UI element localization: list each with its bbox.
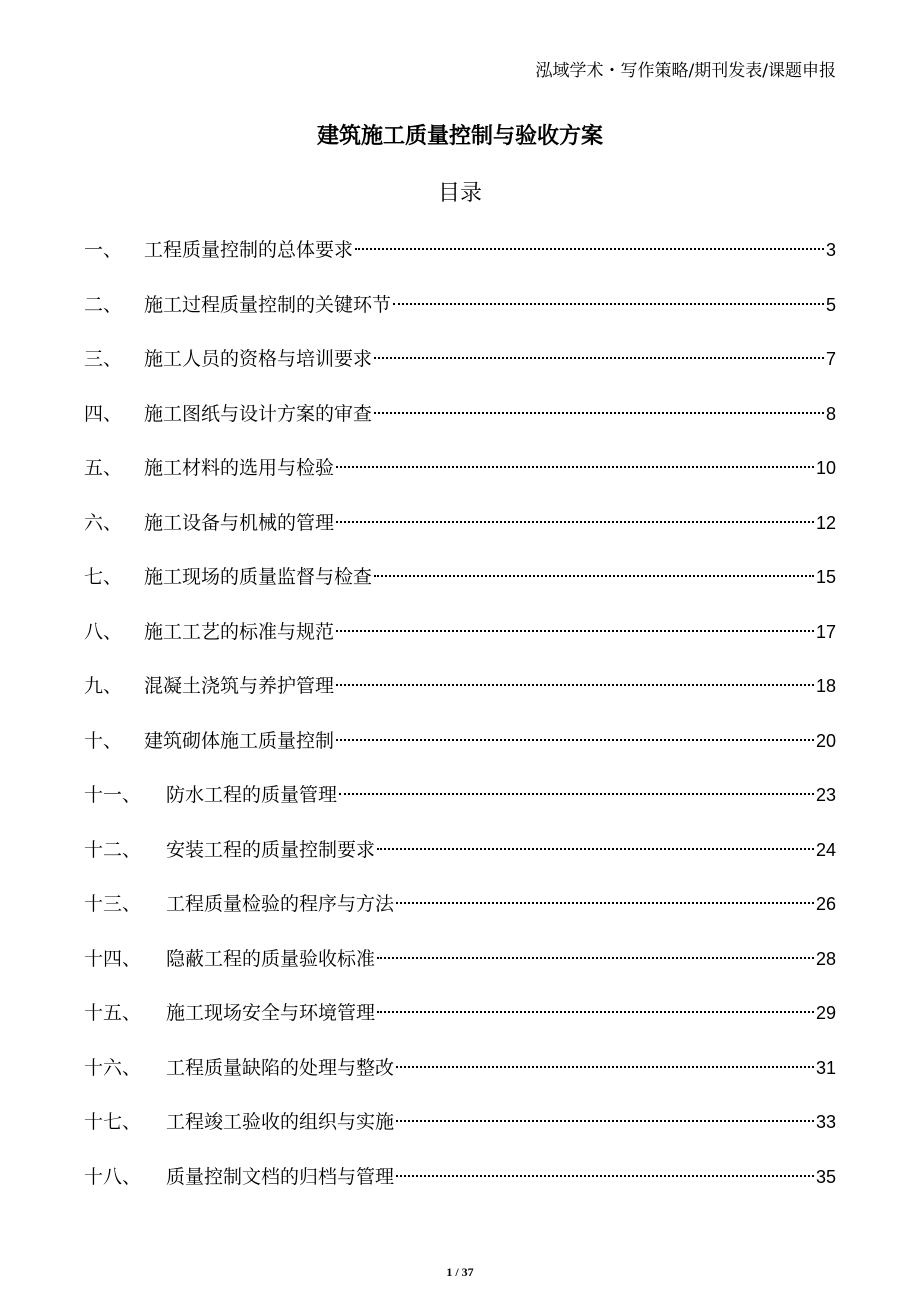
toc-dot-leader: [393, 303, 824, 305]
toc-entry-number: 三、: [84, 348, 123, 370]
toc-entry-page-number: 28: [815, 948, 836, 969]
toc-dot-leader: [396, 1120, 814, 1122]
toc-entry-title: 施工材料的选用与检验: [144, 457, 335, 479]
document-title: 建筑施工质量控制与验收方案: [316, 124, 603, 149]
toc-entry-number: 十六、: [84, 1056, 142, 1079]
toc-dot-leader: [336, 630, 814, 632]
toc-entry[interactable]: [84, 1108, 836, 1163]
toc-entry[interactable]: [84, 945, 836, 1000]
toc-entry-title: 工程质量缺陷的处理与整改: [166, 1056, 395, 1079]
toc-entry-number: 十七、: [84, 1111, 142, 1133]
toc-entry-number: 十八、: [84, 1165, 142, 1188]
toc-entry-page-number: 26: [815, 894, 836, 914]
toc-entry-page-number: 7: [825, 349, 836, 369]
toc-dot-leader: [377, 1011, 814, 1013]
toc-dot-leader: [336, 684, 814, 686]
toc-entry-page-number: 35: [815, 1166, 836, 1187]
toc-entry[interactable]: [84, 618, 836, 673]
toc-entry-title: 施工图纸与设计方案的审查: [144, 402, 373, 425]
toc-entry-page-number: 18: [815, 676, 836, 696]
toc-entry-page-number: 15: [815, 567, 836, 587]
toc-entry-title: 施工人员的资格与培训要求: [144, 348, 373, 370]
toc-dot-leader: [377, 848, 814, 850]
toc-dot-leader: [396, 902, 814, 904]
toc-entry[interactable]: [84, 509, 836, 564]
page-header: 泓域学术・写作策略/期刊发表/课题申报: [535, 61, 836, 81]
toc-entry[interactable]: [84, 836, 836, 891]
toc-dot-leader: [374, 357, 824, 359]
toc-entry-number: 四、: [84, 402, 123, 425]
toc-entry-title: 施工设备与机械的管理: [144, 511, 335, 534]
toc-entry[interactable]: [84, 672, 836, 727]
toc-entry-page-number: 12: [815, 512, 836, 533]
toc-heading: 目录: [437, 181, 482, 206]
toc-entry-number: 十四、: [84, 947, 142, 970]
toc-dot-leader: [374, 575, 814, 577]
toc-entry[interactable]: [84, 999, 836, 1054]
toc-entry-title: 施工现场安全与环境管理: [166, 1002, 376, 1024]
toc-dot-leader: [336, 521, 814, 523]
toc-entry-title: 隐蔽工程的质量验收标准: [166, 947, 376, 970]
table-of-contents: [84, 236, 836, 1217]
toc-entry-page-number: 29: [815, 1003, 836, 1023]
toc-entry-number: 九、: [84, 675, 123, 697]
toc-entry-number: 七、: [84, 566, 123, 588]
toc-dot-leader: [374, 412, 824, 414]
toc-entry-title: 工程竣工验收的组织与实施: [166, 1111, 395, 1133]
page-number-footer: 1 / 37: [446, 1265, 474, 1279]
toc-entry[interactable]: [84, 345, 836, 400]
toc-dot-leader: [355, 248, 824, 250]
toc-entry-page-number: 3: [825, 240, 836, 260]
toc-entry-page-number: 17: [815, 621, 836, 642]
toc-entry-page-number: 23: [815, 785, 836, 805]
toc-entry-number: 一、: [84, 239, 123, 261]
toc-entry-number: 八、: [84, 620, 123, 643]
toc-entry-title: 建筑砌体施工质量控制: [144, 729, 335, 752]
toc-entry-title: 施工现场的质量监督与检查: [144, 566, 373, 588]
toc-entry-number: 五、: [84, 457, 123, 479]
toc-dot-leader: [396, 1175, 814, 1177]
toc-entry[interactable]: [84, 291, 836, 346]
toc-dot-leader: [336, 466, 814, 468]
toc-entry-page-number: 20: [815, 730, 836, 751]
toc-entry[interactable]: [84, 890, 836, 945]
toc-dot-leader: [339, 793, 814, 795]
toc-entry-page-number: 31: [815, 1057, 836, 1078]
toc-entry-number: 二、: [84, 293, 123, 316]
toc-entry-number: 十三、: [84, 893, 142, 915]
toc-entry-title: 防水工程的质量管理: [166, 784, 338, 806]
toc-entry-page-number: 5: [825, 294, 836, 315]
toc-entry-number: 十二、: [84, 838, 142, 861]
toc-entry-title: 工程质量控制的总体要求: [144, 239, 354, 261]
toc-entry-title: 质量控制文档的归档与管理: [166, 1165, 395, 1188]
toc-entry-page-number: 8: [825, 403, 836, 424]
toc-entry-page-number: 24: [815, 839, 836, 860]
toc-entry[interactable]: [84, 236, 836, 291]
toc-entry[interactable]: [84, 563, 836, 618]
toc-entry[interactable]: [84, 781, 836, 836]
toc-entry-title: 混凝土浇筑与养护管理: [144, 675, 335, 697]
toc-entry-number: 六、: [84, 511, 123, 534]
toc-entry-title: 施工工艺的标准与规范: [144, 620, 335, 643]
toc-entry-page-number: 33: [815, 1112, 836, 1132]
toc-entry-number: 十五、: [84, 1002, 142, 1024]
toc-dot-leader: [377, 957, 814, 959]
toc-entry-title: 工程质量检验的程序与方法: [166, 893, 395, 915]
toc-entry[interactable]: [84, 727, 836, 782]
toc-entry-number: 十一、: [84, 784, 142, 806]
toc-dot-leader: [336, 739, 814, 741]
toc-entry-page-number: 10: [815, 458, 836, 478]
toc-entry-title: 施工过程质量控制的关键环节: [144, 293, 392, 316]
toc-entry[interactable]: [84, 454, 836, 509]
toc-entry[interactable]: [84, 1054, 836, 1109]
toc-entry-number: 十、: [84, 729, 123, 752]
toc-entry-title: 安装工程的质量控制要求: [166, 838, 376, 861]
toc-entry[interactable]: [84, 1163, 836, 1218]
toc-entry[interactable]: [84, 400, 836, 455]
toc-dot-leader: [396, 1066, 814, 1068]
